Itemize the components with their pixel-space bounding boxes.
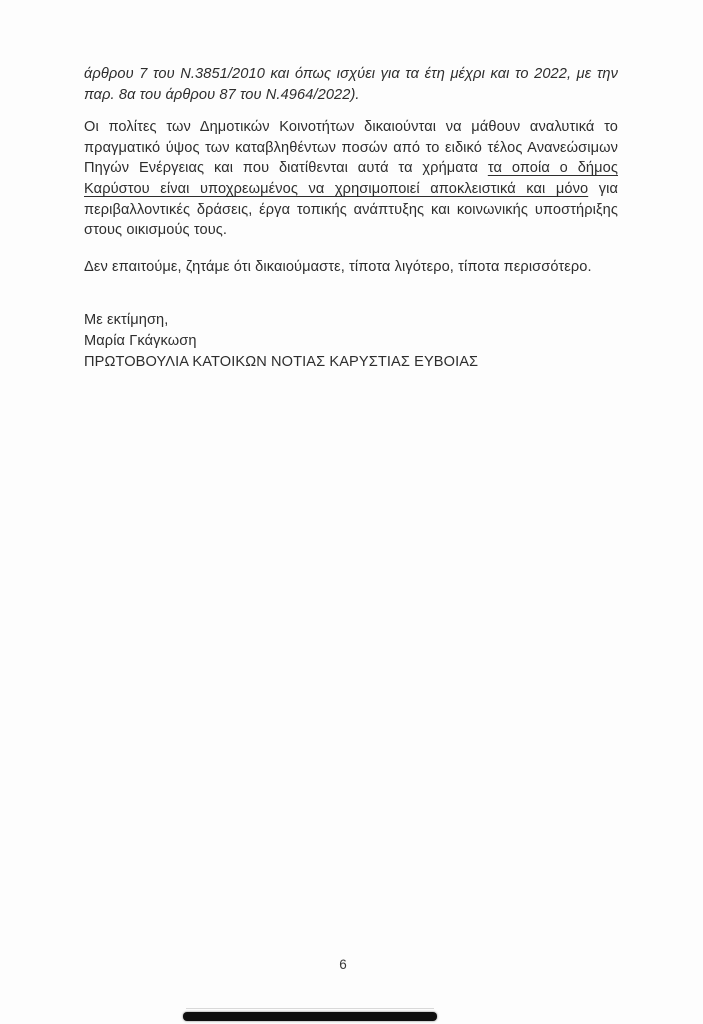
letter-body: [84, 64, 618, 372]
rights-paragraph-start: Οι πολίτες των Δημοτικών Κοινοτήτων δικαιούνται να μάθουν αναλυτικά το πραγματικό ύψος των καταβληθέντων ποσών από το ειδικό τέλος Ανανεώσιμων Πηγών Ενέργειας και που διατίθενται αυτά τα χρήματα: [84, 119, 618, 177]
rights-paragraph-underlined-passage: τα οποία ο δήμος Καρύστου είναι υποχρεωμένος να χρησιμοποιεί αποκλειστικά και μόνο: [84, 160, 618, 197]
scan-artifact-line: [186, 1008, 434, 1009]
signature-closing: Με εκτίμηση,: [84, 312, 169, 329]
signature-organization: ΠΡΩΤΟΒΟΥΛΙΑ ΚΑΤΟΙΚΩΝ ΝΟΤΙΑΣ ΚΑΡΥΣΤΙΑΣ ΕΥΒΟΙΑΣ: [84, 353, 479, 370]
page-number: 6: [339, 957, 347, 972]
signature-block: [84, 310, 618, 372]
rights-paragraph: [84, 117, 618, 241]
signature-name: Μαρία Γκάγκωση: [84, 332, 197, 349]
legal-reference-paragraph: άρθρου 7 του Ν.3851/2010 και όπως ισχύει για τα έτη μέχρι και το 2022, με την παρ. 8α του άρθρου 87 του Ν.4964/2022).: [84, 66, 618, 103]
scan-artifact-bar: [183, 1012, 437, 1021]
rights-paragraph-end: για περιβαλλοντικές δράσεις, έργα τοπικής ανάπτυξης και κοινωνικής υποστήριξης στους οικισμούς τους.: [84, 180, 619, 239]
closing-statement: Δεν επαιτούμε, ζητάμε ότι δικαιούμαστε, τίποτα λιγότερο, τίποτα περισσότερο.: [84, 258, 592, 275]
